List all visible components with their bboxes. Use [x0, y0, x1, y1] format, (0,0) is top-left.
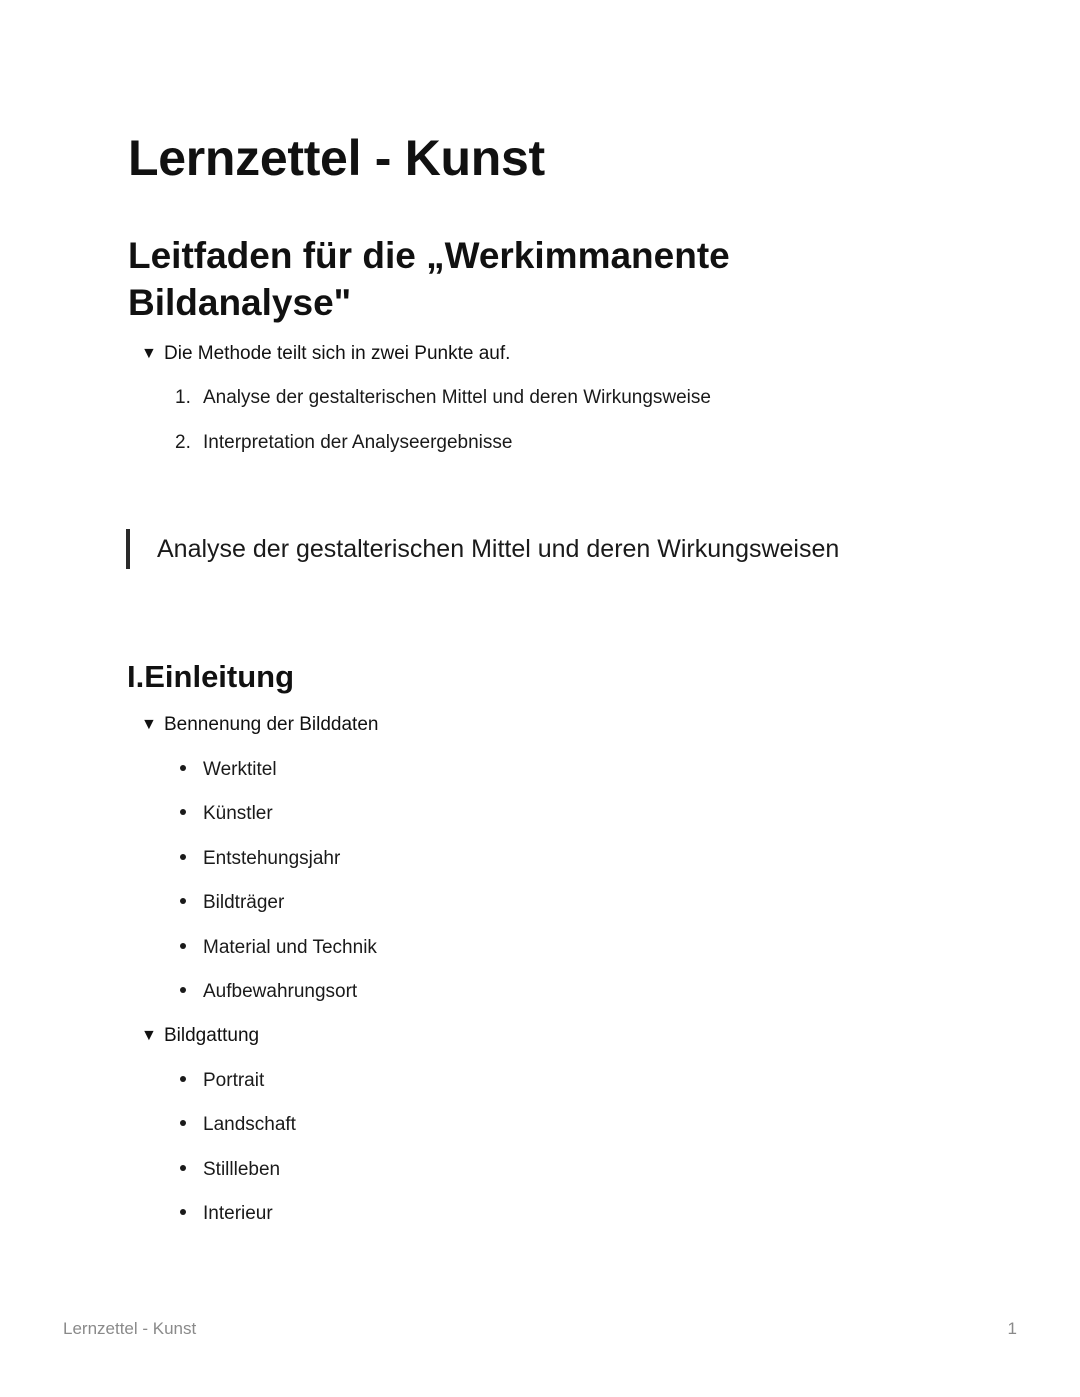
bullet-dot-icon: [180, 1076, 186, 1082]
list-item: [175, 980, 357, 1004]
bullet-dot-icon: [180, 1209, 186, 1215]
list-item: [175, 1069, 264, 1093]
list-item: [175, 1202, 273, 1226]
bilddaten-toggle[interactable]: [141, 713, 378, 737]
list-item: [175, 802, 273, 826]
list-item-text: Material und Technik: [203, 937, 377, 958]
quote-block: Analyse der gestalterischen Mittel und deren Wirkungsweisen: [126, 529, 839, 569]
guide-heading: Leitfaden für die „Werkimmanente Bildanalyse": [128, 235, 730, 323]
bullet-dot-icon: [180, 765, 186, 771]
toggle-label: Bildgattung: [164, 1025, 260, 1046]
list-item-text: Portrait: [203, 1070, 265, 1091]
bullet-dot-icon: [180, 1120, 186, 1126]
list-item: [175, 386, 711, 410]
toggle-label: Bennenung der Bilddaten: [164, 714, 379, 735]
triangle-down-icon[interactable]: ▼: [141, 1027, 157, 1044]
triangle-down-icon[interactable]: ▼: [141, 345, 157, 362]
bullet-dot-icon: [180, 943, 186, 949]
list-item-text: Werktitel: [203, 759, 277, 780]
list-item-text: Interpretation der Analyseergebnisse: [203, 432, 513, 453]
triangle-down-icon[interactable]: ▼: [141, 716, 157, 733]
list-item: [175, 758, 277, 782]
list-item: [175, 936, 377, 960]
toggle-label: Die Methode teilt sich in zwei Punkte auf.: [164, 343, 511, 364]
list-item: [175, 847, 340, 871]
method-toggle[interactable]: [141, 342, 510, 366]
footer-title: Lernzettel - Kunst: [63, 1319, 197, 1338]
list-number: 1.: [175, 387, 191, 408]
section-title: I.Einleitung: [127, 659, 295, 694]
list-number: 2.: [175, 432, 191, 453]
list-item: [175, 1158, 280, 1182]
list-item: [175, 1113, 296, 1137]
list-item-text: Landschaft: [203, 1114, 296, 1135]
list-item-text: Aufbewahrungsort: [203, 981, 358, 1002]
page-title: Lernzettel - Kunst: [128, 130, 545, 186]
list-item-text: Bildträger: [203, 892, 285, 913]
page-number: 1: [1007, 1319, 1017, 1338]
bullet-dot-icon: [180, 1165, 186, 1171]
bullet-dot-icon: [180, 898, 186, 904]
list-item-text: Stillleben: [203, 1159, 281, 1180]
list-item-text: Künstler: [203, 803, 273, 824]
list-item: [175, 431, 512, 455]
list-item-text: Entstehungsjahr: [203, 848, 341, 869]
bildgattung-toggle[interactable]: [141, 1024, 259, 1048]
list-item: [175, 891, 284, 915]
list-item-text: Interieur: [203, 1203, 273, 1224]
bullet-dot-icon: [180, 854, 186, 860]
bullet-dot-icon: [180, 809, 186, 815]
bullet-dot-icon: [180, 987, 186, 993]
list-item-text: Analyse der gestalterischen Mittel und deren Wirkungsweise: [203, 387, 711, 408]
